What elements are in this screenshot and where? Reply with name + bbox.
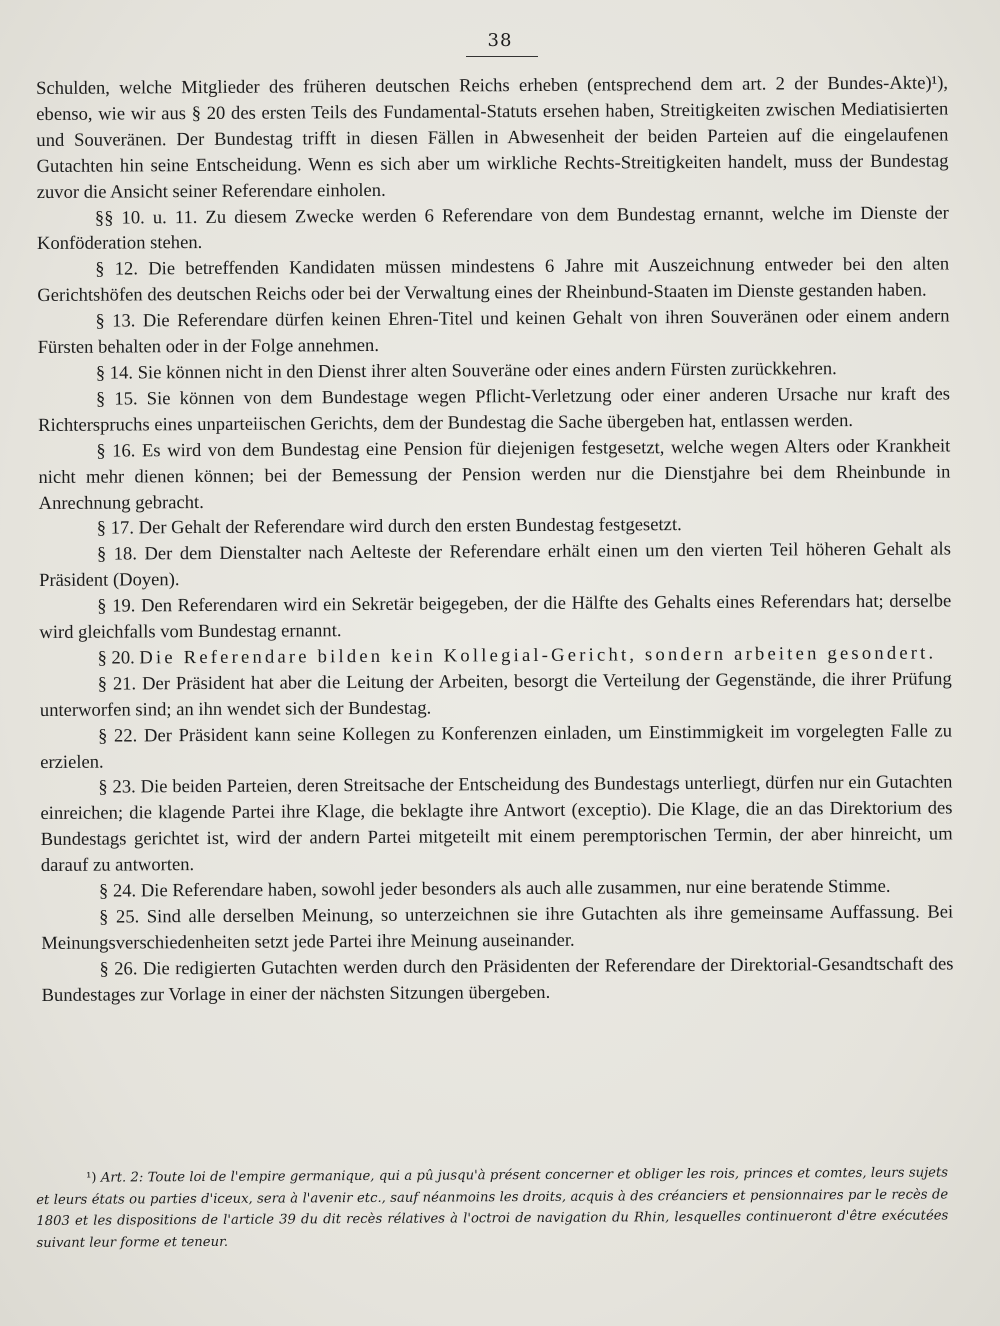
footnote-marker: ¹) <box>86 1170 97 1186</box>
paragraph-text: Die Referendare bilden kein Kollegial-Gericht, sondern arbeiten gesondert. <box>139 642 937 669</box>
paragraph-text: Die Referendare dürfen keinen Ehren-Titel und keinen Gehalt von ihren Souveränen oder einem andern Fürsten behalten oder in der Folge annehmen. <box>37 305 950 359</box>
section-number: § 18. <box>96 543 138 565</box>
section-number: § 24. <box>98 880 137 902</box>
paragraph-text: Der Gehalt der Referendare wird durch den ersten Bundestag festgesetzt. <box>138 514 682 539</box>
paragraph-text: Zu diesem Zwecke werden 6 Referendare von dem Bundestag ernannt, welche im Dienste der Konföderation stehen. <box>36 201 949 255</box>
paragraph-text: Der Präsident hat aber die Leitung der Arbeiten, besorgt die Verteilung der Gegenstände, die ihrer Prüfung unterworfen sind; an ihn wendet sich der Bundestag. <box>39 668 952 721</box>
section-number: § 19. <box>97 595 136 617</box>
section-number: § 26. <box>99 958 138 980</box>
paragraph <box>41 951 953 1008</box>
section-number: § 25. <box>99 906 140 928</box>
paragraph <box>41 899 953 956</box>
paragraph <box>39 537 951 594</box>
section-number: § 15. <box>95 388 138 410</box>
paragraph-text: Sie können von dem Bundestage wegen Pflicht-Verletzung oder einer anderen Ursache nur kraft des Richterspruchs eines unparteiischen Gerichts, dem der Bundestag die Sache übergeben hat, entlassen werden. <box>38 383 951 436</box>
paragraph <box>40 718 952 775</box>
section-number: § 16. <box>96 440 136 462</box>
paragraph-text: Es wird von dem Bundestag eine Pension für diejenigen festgesetzt, welche wegen Alters oder Krankheit nicht mehr dienen können; bei der Bemessung der Pension werden nur die Dienstjahre bei dem Rheinbunde in Anrechnung gebracht. <box>38 435 951 514</box>
paragraph <box>37 304 949 361</box>
paragraph <box>36 70 949 205</box>
footnote-text: Art. 2: Toute loi de l'empire germanique, qui a pû jusqu'à présent concerner et obliger les rois, princes et comtes, leurs sujets et leurs états ou parties d'iceux, sera à l'avenir etc., sauf néanmoins les droits, acquis à des créanciers et pensionnaires par le recès de 1803 et les dispositions de l'article 39 du dit recès rélatives à l'octroi de navigation du Rhin, lesquelles continueront d'être exécutées suivant leur forme et teneur. <box>36 1165 949 1251</box>
page-number: 38 <box>487 30 513 51</box>
footnotes <box>36 1162 949 1254</box>
paragraph <box>38 433 950 516</box>
body-text <box>36 70 954 1008</box>
section-number: § 14. <box>95 362 134 384</box>
paragraph-text: Der Präsident kann seine Kollegen zu Konferenzen einladen, um Einstimmigkeit im vorgelegten Falle zu erzielen. <box>40 720 953 773</box>
paragraph <box>38 381 950 438</box>
paragraph-text: Sie können nicht in den Dienst ihrer alten Souveräne oder eines andern Fürsten zurückkehren. <box>137 358 837 384</box>
page-number-rule <box>466 56 538 57</box>
footnote <box>36 1162 949 1254</box>
section-number: § 22. <box>97 725 138 747</box>
paragraph <box>37 200 949 257</box>
paragraph <box>40 770 953 879</box>
section-number: § 17. <box>96 517 135 540</box>
section-number: § 21. <box>97 673 137 695</box>
section-number: § 23. <box>98 776 136 799</box>
paragraph-text: Die Referendare haben, sowohl jeder besonders als auch alle zusammen, nur eine beratende Stimme. <box>140 875 891 902</box>
paragraph-text: Die redigierten Gutachten werden durch den Präsidenten der Referendare der Direktorial-Gesandtschaft des Bundestages zur Vorlage in einer der nächsten Sitzungen übergeben. <box>41 953 954 1006</box>
paragraph <box>37 252 949 309</box>
paragraph <box>40 666 952 723</box>
paragraph-text: Den Referendaren wird ein Sekretär beigegeben, der die Hälfte des Gehalts eines Referendars hat; derselbe wird gleichfalls vom Bundestag ernannt. <box>39 590 952 644</box>
section-number: § 13. <box>95 310 136 332</box>
paragraph <box>39 589 951 646</box>
section-number: § 12. <box>95 258 139 280</box>
section-number: §§ 10. u. 11. <box>94 206 198 229</box>
paragraph-text: Sind alle derselben Meinung, so unterzeichnen sie ihre Gutachten als ihre gemeinsame Auffassung. Bei Meinungsverschiedenheiten setzt jede Partei ihre Meinung auseinander. <box>41 901 954 954</box>
paragraph-text: Schulden, welche Mitglieder des früheren deutschen Reichs erheben (entsprechend dem art. 2 der Bundes-Akte)¹), ebenso, wie wir aus § 20 des ersten Teils des Fundamental-Statuts ersehen haben, Streitigkeiten zwischen Mediatisierten und Souveränen. Der Bundestag trifft in diesen Fällen in Abwesenheit der beiden Parteien auf die eingelaufenen Gutachten hin seine Entscheidung. Wenn es sich aber um wirkliche Rechts-Streitigkeiten handelt, muss der Bundestag zuvor die Ansicht seiner Referendare einholen. <box>36 72 949 203</box>
paragraph-text: Die betreffenden Kandidaten müssen mindestens 6 Jahre mit Auszeichnung entweder bei den alten Gerichtshöfen des deutschen Reichs oder bei der Verwaltung eines der Rheinbund-Staaten im Dienste gestanden haben. <box>37 253 950 307</box>
paragraph-text: Der dem Dienstalter nach Aelteste der Referendare erhält einen um den vierten Teil höheren Gehalt als Präsident (Doyen). <box>39 538 951 592</box>
paragraph-text: Die beiden Parteien, deren Streitsache der Entscheidung des Bundestags unterliegt, dürfen nur ein Gutachten einreichen; die klagende Partei ihre Klage, die beklagte ihre Antwort (exceptio). Die Klage, die an das Direktorium des Bundestags gerichtet ist, wird der andern Partei mitgeteilt mit einem peremptorischen Termin, der aber hinreicht, um darauf zu antworten. <box>40 771 953 877</box>
section-number: § 20. <box>97 647 135 669</box>
